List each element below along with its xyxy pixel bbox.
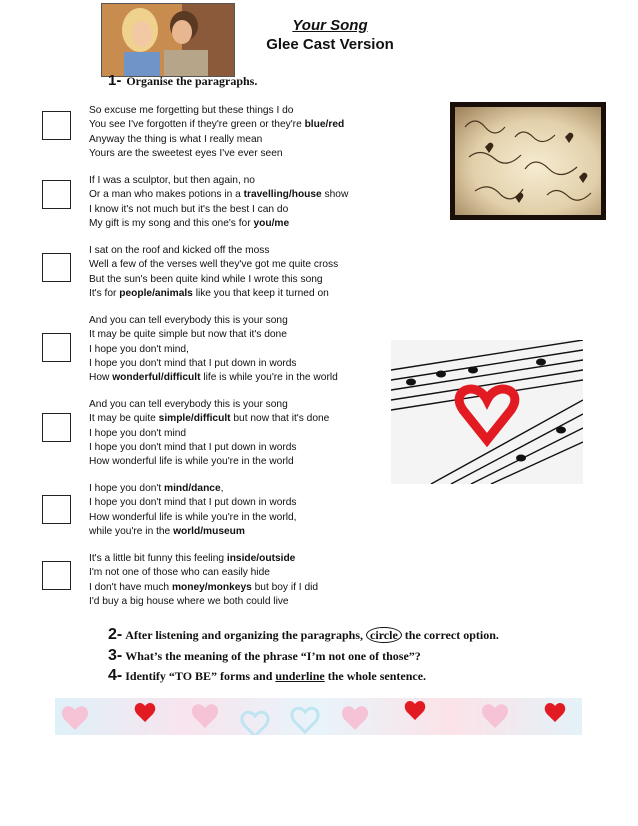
lyric-text: Or a man who makes potions in a [89, 189, 244, 201]
lyric-text: I hope you don't mind [89, 427, 187, 439]
lyric-line [89, 581, 389, 595]
lyric-text: It may be quite simple but now that it's done [89, 329, 287, 341]
lyrics-paragraph-5 [89, 398, 389, 469]
lyric-line [89, 273, 389, 287]
lyric-text: I'm not one of those who can easily hide [89, 567, 270, 579]
lyric-text: Anyway the thing is what I really mean [89, 133, 263, 145]
circle-word: circle [366, 627, 402, 643]
lyric-line [89, 552, 389, 566]
lyric-text: like you that keep it turned on [192, 287, 329, 299]
question-4 [108, 667, 426, 685]
lyric-text: It's for [89, 287, 120, 299]
task-1-number: 1- [108, 72, 122, 89]
lyric-line [89, 482, 389, 496]
lyric-text: How wonderful life is while you're in the world [89, 456, 294, 468]
order-box-3[interactable] [42, 253, 71, 282]
question-3 [108, 647, 421, 665]
order-box-2[interactable] [42, 180, 71, 209]
order-box-1[interactable] [42, 111, 71, 140]
lyric-text: but boy if I did [251, 581, 319, 593]
question-4-text-after: the whole sentence. [324, 669, 427, 683]
lyric-line [89, 203, 389, 217]
question-3-text: What’s the meaning of the phrase “I’m not one of those”? [125, 649, 421, 663]
lyric-line [89, 496, 389, 510]
lyric-line [89, 287, 389, 301]
underline-word: underline [275, 669, 325, 683]
music-sheet-heart-image [391, 340, 583, 484]
lyric-line [89, 441, 389, 455]
lyric-text: How wonderful life is while you're in the world, [89, 511, 297, 523]
lyric-text: How [89, 372, 113, 384]
lyric-text: You see I've forgotten if they're green or they're [89, 119, 305, 131]
question-2-number: 2- [108, 626, 123, 643]
couple-photo [101, 3, 235, 77]
lyrics-paragraph-6 [89, 482, 389, 539]
question-4-text-before: Identify “TO BE” forms and [125, 669, 276, 683]
lyric-line [89, 328, 389, 342]
lyrics-paragraph-1 [89, 104, 389, 161]
order-box-5[interactable] [42, 413, 71, 442]
option-choice: money/monkeys [171, 581, 252, 593]
lyric-text: I hope you don't mind that I put down in words [89, 441, 297, 453]
lyric-line [89, 566, 389, 580]
lyric-text: show [321, 189, 349, 201]
lyric-text: It may be quite [89, 413, 159, 425]
option-choice: world/museum [173, 525, 245, 537]
lyric-text: while you're in the [89, 525, 174, 537]
question-2-text-after: the correct option. [401, 628, 499, 642]
option-choice: people/animals [119, 287, 193, 299]
lyric-text: And you can tell everybody this is your song [89, 399, 288, 410]
lyric-text: , [220, 483, 224, 494]
question-3-number: 3- [108, 647, 123, 664]
option-choice: you/me [253, 217, 290, 229]
question-2 [108, 626, 499, 644]
lyric-line [89, 371, 389, 385]
lyric-text: It's a little bit funny this feeling [89, 553, 227, 564]
question-2-text-before: After listening and organizing the paragraphs, [125, 628, 367, 642]
title-text: Your Song [292, 17, 368, 34]
lyric-text: I don't have much [89, 581, 172, 593]
lyric-line [89, 174, 389, 188]
option-choice: travelling/house [243, 189, 322, 201]
lyric-text: And you can tell everybody this is your song [89, 315, 288, 326]
lyric-text: I hope you don't mind that I put down in words [89, 497, 297, 509]
lyric-line [89, 104, 389, 118]
order-box-6[interactable] [42, 495, 71, 524]
song-title [240, 16, 420, 54]
lyrics-paragraph-3 [89, 244, 389, 301]
task-1-text: Organise the paragraphs. [126, 74, 258, 88]
lyric-line [89, 595, 389, 609]
lyric-text: I hope you don't [89, 483, 165, 494]
lyrics-paragraph-7 [89, 552, 389, 609]
order-box-4[interactable] [42, 333, 71, 362]
lyric-text: I know it's not much but it's the best I can do [89, 203, 289, 215]
lyric-line [89, 217, 389, 231]
order-box-7[interactable] [42, 561, 71, 590]
lyric-line [89, 118, 389, 132]
lyric-line [89, 258, 389, 272]
option-choice: inside/outside [226, 553, 296, 564]
lyric-text: I hope you don't mind that I put down in words [89, 357, 297, 369]
option-choice: mind/dance [164, 483, 221, 494]
lyric-text: My gift is my song and this one's for [89, 217, 254, 229]
lyric-line [89, 188, 389, 202]
lyric-text: Well a few of the verses well they've got me quite cross [89, 259, 339, 271]
lyric-line [89, 244, 389, 258]
lyric-text: So excuse me forgetting but these things I do [89, 105, 294, 116]
lyric-line [89, 343, 389, 357]
lyric-line [89, 357, 389, 371]
love-script-image [450, 102, 606, 220]
lyric-text: I sat on the roof and kicked off the moss [89, 245, 270, 256]
option-choice: blue/red [304, 119, 345, 131]
lyric-text: But the sun's been quite kind while I wrote this song [89, 273, 323, 285]
lyric-line [89, 147, 389, 161]
lyrics-paragraph-4 [89, 314, 389, 385]
lyric-text: but now that it's done [230, 413, 330, 425]
lyric-line [89, 525, 389, 539]
hearts-banner [55, 698, 582, 735]
question-4-number: 4- [108, 667, 123, 684]
lyric-text: If I was a sculptor, but then again, no [89, 175, 255, 186]
lyric-line [89, 314, 389, 328]
lyric-line [89, 427, 389, 441]
option-choice: wonderful/difficult [112, 372, 201, 384]
lyric-text: I'd buy a big house where we both could live [89, 595, 289, 607]
lyrics-paragraph-2 [89, 174, 389, 231]
lyric-text: Yours are the sweetest eyes I've ever seen [89, 147, 283, 159]
lyric-line [89, 511, 389, 525]
lyric-line [89, 412, 389, 426]
lyric-line [89, 398, 389, 412]
lyric-line [89, 133, 389, 147]
task-1-instruction [108, 72, 257, 89]
lyric-text: life is while you're in the world [200, 372, 338, 384]
lyric-line [89, 455, 389, 469]
subtitle-text: Glee Cast Version [266, 36, 394, 53]
lyric-text: I hope you don't mind, [89, 343, 189, 355]
option-choice: simple/difficult [158, 413, 231, 425]
